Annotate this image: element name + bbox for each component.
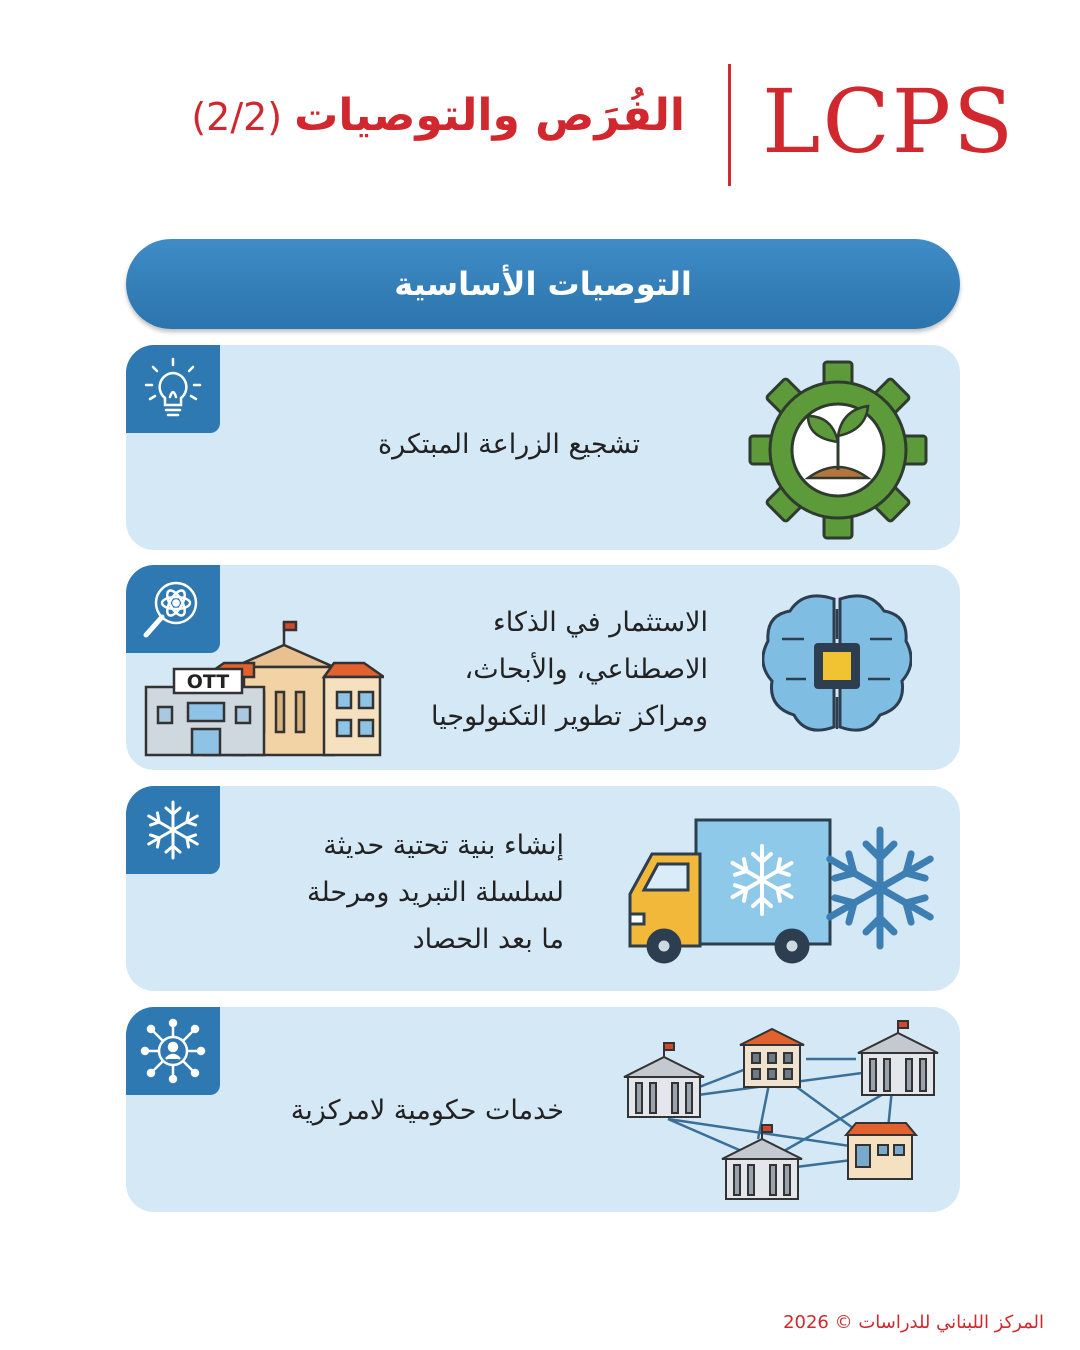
recommendation-card-4 — [126, 1007, 960, 1212]
title-text: الفُرَص والتوصيات — [294, 90, 685, 141]
card-line: لسلسلة التبريد ومرحلة — [306, 877, 564, 908]
card-corner — [126, 345, 220, 433]
lightbulb-icon — [138, 355, 208, 423]
connected-government-buildings-icon — [620, 1019, 942, 1203]
card-text — [378, 421, 640, 468]
recommendation-card-1 — [126, 345, 960, 550]
header — [0, 60, 1080, 190]
card-line: ومراكز تطوير التكنولوجيا — [431, 701, 708, 732]
card-text — [431, 599, 708, 740]
card-line: الاصطناعي، والأبحاث، — [464, 654, 708, 685]
card-line: ما بعد الحصاد — [412, 924, 564, 955]
card-corner — [126, 1007, 220, 1095]
snowflake-icon — [138, 796, 208, 864]
header-divider — [728, 64, 731, 186]
card-line: تشجيع الزراعة المبتكرة — [377, 429, 640, 460]
card-line: خدمات حكومية لامركزية — [290, 1095, 564, 1126]
lcps-logo: LCPS — [762, 70, 1016, 173]
refrigerated-truck-icon — [624, 816, 936, 968]
gear-plant-icon — [748, 360, 928, 540]
card-text — [291, 1087, 564, 1134]
ai-brain-chip-icon — [762, 589, 912, 745]
card-corner — [126, 786, 220, 874]
network-person-icon — [138, 1017, 208, 1085]
footer-copyright: المركز اللبناني للدراسات © 2026 — [783, 1312, 1044, 1333]
building-sign: OTT — [186, 671, 230, 693]
research-buildings-icon — [144, 617, 384, 762]
title-part-indicator: (2/2) — [191, 95, 283, 139]
recommendation-card-2 — [126, 565, 960, 770]
recommendation-card-3 — [126, 786, 960, 991]
page-title — [191, 90, 685, 141]
card-text — [307, 822, 564, 963]
section-banner — [126, 239, 960, 329]
card-line: إنشاء بنية تحتية حديثة — [323, 830, 564, 861]
card-line: الاستثمار في الذكاء — [493, 607, 708, 638]
section-banner-title: التوصيات الأساسية — [394, 265, 692, 303]
